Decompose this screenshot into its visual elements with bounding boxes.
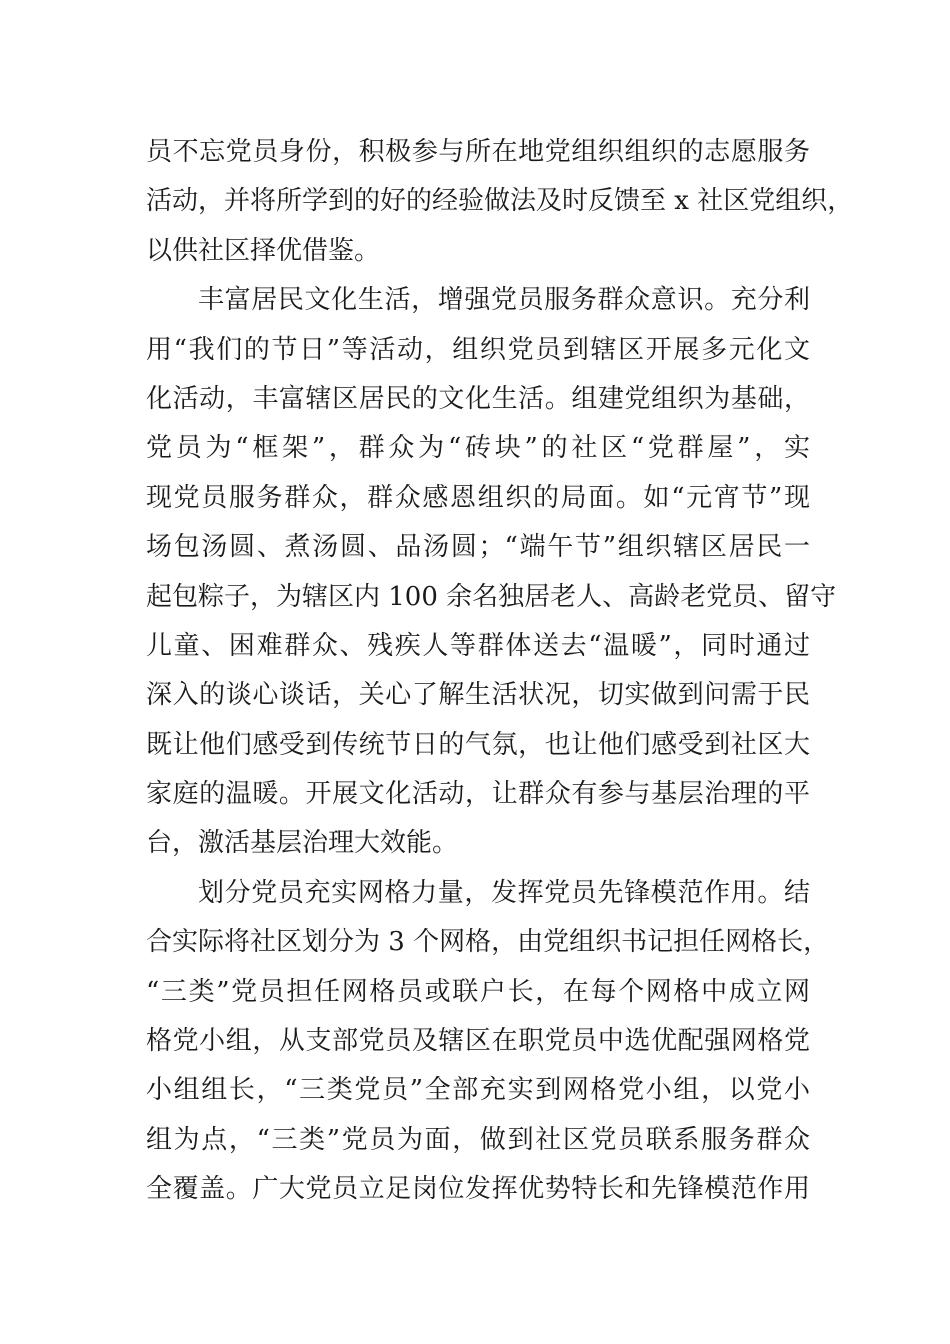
text-line: 既让他们感受到传统节日的气氛，也让他们感受到社区大 [146,729,810,760]
text-line: 深入的谈心谈话，关心了解生活状况，切实做到问需于民 [146,680,810,711]
text-line: 划分党员充实网格力量，发挥党员先锋模范作用。结 [198,877,810,908]
text-line: 员不忘党员身份，积极参与所在地党组织组织的志愿服务 [146,137,810,167]
text-line: 化活动，丰富辖区居民的文化生活。组建党组织为基础， [146,383,810,414]
text-line: 家庭的温暖。开展文化活动，让群众有参与基层治理的平 [146,779,810,810]
text-line: 用“我们的节日”等活动，组织党员到辖区开展多元化文 [146,334,810,365]
text-line: 场包汤圆、煮汤圆、品汤圆；“端午节”组织辖区居民一 [146,532,810,563]
text-line: 合实际将社区划分为 3 个网格，由党组织书记担任网格长， [146,927,830,958]
text-line: 以供社区择优借鉴。 [146,235,381,266]
body-text [146,128,854,1215]
text-line: 小组组长，“三类党员”全部充实到网格党小组，以党小 [146,1075,810,1106]
text-line: 台，激活基层治理大效能。 [146,828,459,859]
text-line: 起包粽子，为辖区内 100 余名独居老人、高龄老党员、留守 [146,581,837,612]
text-line: 格党小组，从支部党员及辖区在职党员中选优配强网格党 [146,1026,810,1057]
text-line: 现党员服务群众，群众感恩组织的局面。如“元宵节”现 [146,482,810,513]
text-line: 儿童、困难群众、残疾人等群体送去“温暖”，同时通过 [146,630,810,661]
text-line: “三类”党员担任网格员或联户长，在每个网格中成立网 [146,976,810,1007]
text-line: 全覆盖。广大党员立足岗位发挥优势特长和先锋模范作用 [146,1174,810,1205]
text-line: 活动，并将所学到的好的经验做法及时反馈至 x 社区党组织， [146,186,854,217]
text-line: 组为点，“三类”党员为面，做到社区党员联系服务群众 [146,1124,810,1155]
text-line: 党员为“框架”，群众为“砖块”的社区“党群屋”，实 [146,433,810,464]
text-line: 丰富居民文化生活，增强党员服务群众意识。充分利 [198,285,810,316]
